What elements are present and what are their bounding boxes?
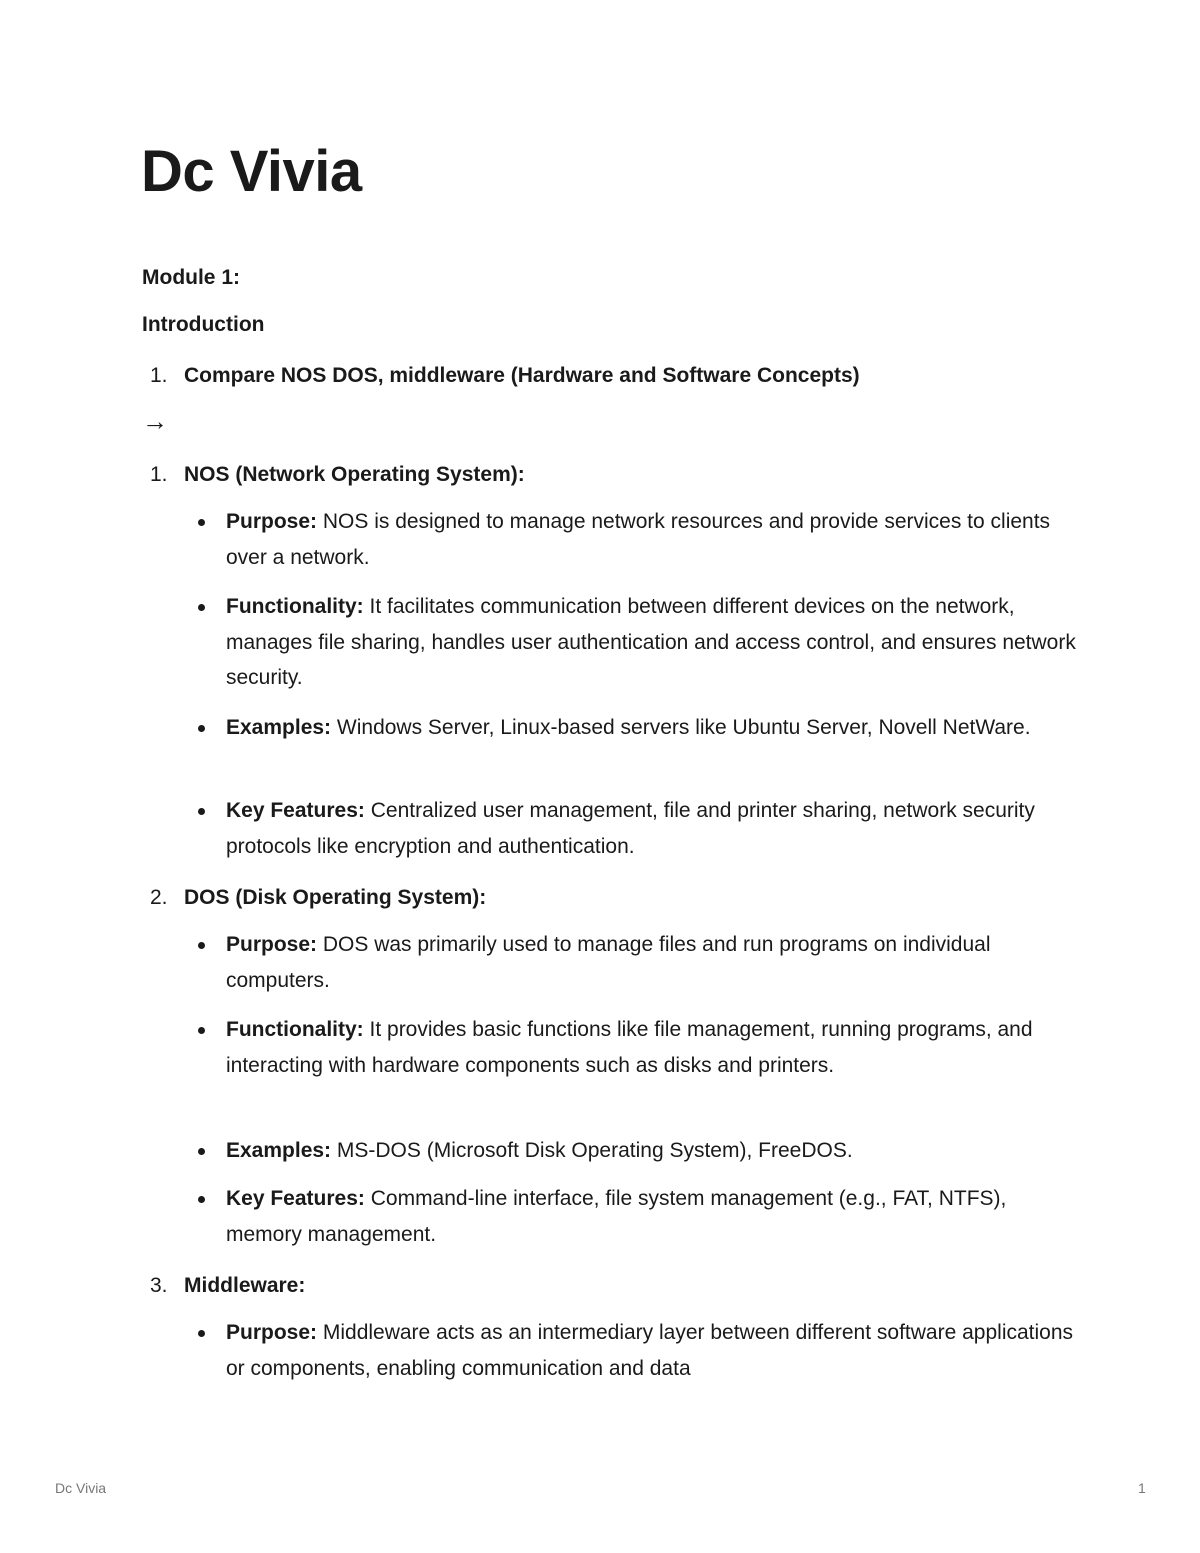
bullet-label: Purpose: (226, 1321, 318, 1344)
bullet-label: Key Features: (226, 1187, 365, 1210)
bullet-label: Functionality: (226, 595, 364, 618)
list-item-number: 1. (150, 463, 168, 486)
bullet-text: MS-DOS (Microsoft Disk Operating System), FreeDOS. (331, 1139, 853, 1162)
bullet-text: Windows Server, Linux-based servers like Ubuntu Server, Novell NetWare. (331, 716, 1031, 739)
page-title: Dc Vivia (141, 139, 362, 204)
list-item (226, 1181, 1076, 1252)
list-item (226, 589, 1076, 696)
bullet-icon (198, 725, 205, 732)
bullet-icon (198, 1027, 205, 1034)
bullet-label: Functionality: (226, 1018, 364, 1041)
arrow-icon: → (142, 406, 168, 436)
bullet-label: Examples: (226, 1139, 332, 1162)
list-item (226, 1315, 1076, 1386)
bullet-label: Purpose: (226, 933, 318, 956)
footer-title: Dc Vivia (55, 1480, 107, 1496)
list-item-heading: DOS (Disk Operating System): (184, 886, 487, 909)
bullet-text: Middleware acts as an intermediary layer between different software applications or components, enabling communication and data (226, 1321, 1074, 1380)
bullet-text: NOS is designed to manage network resources and provide services to clients over a network. (226, 510, 1051, 569)
question-number: 1. (150, 364, 168, 387)
list-item-number: 2. (150, 886, 168, 909)
bullet-text: It provides basic functions like file management, running programs, and interacting with hardware components such as disks and printers. (226, 1018, 1033, 1077)
list-item (226, 710, 1076, 746)
bullet-icon (198, 604, 205, 611)
bullet-icon (198, 942, 205, 949)
section-label: Introduction (142, 313, 265, 336)
list-item (226, 793, 1076, 864)
bullet-label: Key Features: (226, 799, 365, 822)
bullet-icon (198, 1196, 205, 1203)
bullet-label: Purpose: (226, 510, 318, 533)
bullet-text: It facilitates communication between different devices on the network, manages file sharing, handles user authentication and access control, and ensures network security. (226, 595, 1076, 689)
module-label: Module 1: (142, 266, 240, 289)
list-item (226, 927, 1076, 998)
question-text: Compare NOS DOS, middleware (Hardware and Software Concepts) (184, 364, 860, 387)
bullet-text: DOS was primarily used to manage files and run programs on individual computers. (226, 933, 991, 992)
bullet-text: Centralized user management, file and printer sharing, network security protocols like encryption and authentication. (226, 799, 1035, 858)
bullet-icon (198, 1148, 205, 1155)
list-item-heading: Middleware: (184, 1274, 306, 1297)
list-item (226, 504, 1076, 575)
bullet-label: Examples: (226, 716, 332, 739)
bullet-icon (198, 1330, 205, 1337)
bullet-text: Command-line interface, file system management (e.g., FAT, NTFS), memory management. (226, 1187, 1007, 1246)
list-item (226, 1133, 1076, 1169)
bullet-icon (198, 519, 205, 526)
list-item-heading: NOS (Network Operating System): (184, 463, 525, 486)
bullet-icon (198, 808, 205, 815)
page-number: 1 (1138, 1480, 1146, 1496)
list-item (226, 1012, 1076, 1083)
list-item-number: 3. (150, 1274, 168, 1297)
